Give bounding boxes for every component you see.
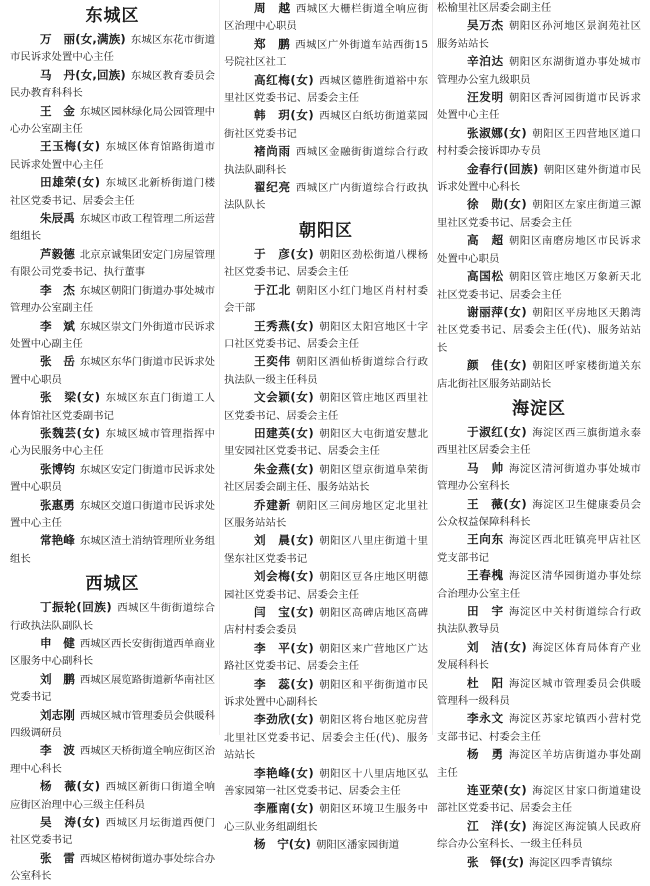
awardee-entry [10, 742, 215, 778]
awardee-entry [224, 353, 428, 389]
awardee-name: 张 梁(女) [40, 390, 101, 405]
awardee-entry [10, 635, 215, 671]
awardee-entry [437, 0, 641, 17]
awardee-position: 西城区椿树街道办事处综合办公室科长 [10, 852, 215, 883]
awardee-entry [437, 496, 641, 532]
awardee-position: 海淀区清华园街道办事处综合治理办公室主任 [437, 570, 641, 600]
awardee-position: 朝阳区香河园街道市民诉求处置中心主任 [437, 92, 641, 122]
awardee-entry [10, 599, 215, 635]
awardee-position: 海淀区海淀镇人民政府综合办公室科长、一级主任科员 [437, 820, 641, 851]
awardee-position: 海淀区西北旺镇亮甲店社区党支部书记 [437, 534, 641, 564]
awardee-name: 万 丽(女,满族) [40, 32, 126, 46]
awardee-entry [437, 89, 641, 125]
awardee-position: 西城区广外街道车站西街15号院社区社工 [224, 38, 428, 69]
awardee-entry [224, 800, 428, 836]
awardee-entry [10, 31, 215, 67]
awardee-position: 西城区西长安街街道西单商业区服务中心副科长 [10, 638, 215, 668]
awardee-position: 西城区广内街道综合行政执法队队长 [224, 182, 428, 212]
awardee-entry [10, 532, 215, 568]
awardee-position: 海淀区西三旗街道永泰西里社区居委会主任 [437, 426, 641, 457]
awardee-position: 西城区展览路街道新华南社区党委书记 [10, 673, 215, 704]
awardee-name: 王春槐 [467, 568, 504, 583]
awardee-name: 刘志刚 [40, 707, 75, 722]
awardee-position: 海淀区中关村街道综合行政执法队教导员 [437, 606, 641, 636]
awardee-position: 朝阳区呼家楼街道关东店北街社区服务站副站长 [437, 360, 641, 390]
awardee-position: 朝阳区十八里店地区弘善家园第一社区党委书记、居委会主任 [224, 767, 428, 798]
awardee-entry [437, 357, 641, 393]
awardee-entry [10, 671, 215, 707]
chaoyang-heading: 朝阳区 [299, 220, 353, 241]
awardee-name: 马 帅 [467, 460, 504, 475]
awardee-position: 朝阳区三间房地区定北里社区服务站站长 [224, 499, 428, 529]
awardee-name: 于江北 [254, 282, 291, 297]
awardee-position: 朝阳区豆各庄地区明德园社区党委书记、居委会主任 [224, 571, 428, 601]
awardee-entry [10, 103, 215, 139]
awardee-entry [224, 765, 428, 801]
awardee-position: 海淀区甘家口街道建设部社区党委书记、居委会主任 [437, 785, 641, 815]
awardee-name: 汪发明 [467, 90, 504, 105]
awardee-position: 西城区城市管理委员会供暖科四级调研员 [10, 709, 215, 740]
haidian-heading: 海淀区 [512, 398, 566, 419]
awardee-entry [224, 640, 428, 676]
awardee-name: 常艳峰 [40, 533, 75, 548]
awardee-entry [437, 746, 641, 782]
awardee-name: 高 超 [467, 233, 504, 248]
awardee-position: 西城区天桥街道全响应街区治理中心科长 [10, 745, 215, 775]
awardee-entry [224, 143, 428, 179]
awardee-position: 朝阳区和平街街道市民诉求处置中心副科长 [224, 678, 428, 709]
awardee-position: 朝阳区南磨房地区市民诉求处置中心职员 [437, 235, 641, 265]
awardee-entry [224, 532, 428, 568]
awardee-entry [10, 389, 215, 425]
awardee-entry [224, 179, 428, 215]
awardee-name: 王向东 [467, 532, 504, 547]
awardee-entry [10, 778, 215, 814]
awardee-position: 朝阳区环境卫生服务中心三队业务组副组长 [224, 803, 428, 833]
awardee-name: 吴 涛(女) [40, 815, 101, 830]
awardee-entry [224, 461, 428, 497]
awardee-name: 丁振轮(回族) [40, 600, 112, 615]
awardee-position: 东城区东直门街道工人体育馆社区党委副书记 [10, 392, 215, 422]
awardee-position: 海淀区城市管理委员会供暖管理科一级科员 [437, 677, 641, 708]
awardee-name: 刘 鹏 [40, 671, 75, 686]
awardee-position: 东城区朝阳门街道办事处城市管理办公室副主任 [10, 284, 215, 315]
awardee-name: 徐 勋(女) [467, 197, 527, 212]
awardee-position: 东城区交道口街道市民诉求处置中心主任 [10, 499, 215, 529]
awardee-name: 翟纪亮 [254, 180, 291, 195]
awardee-position: 东城区市政工程管理二所运营组组长 [10, 213, 215, 243]
awardee-name: 韩 玥(女) [254, 108, 314, 123]
awardee-entry [10, 707, 215, 743]
awardee-entry [437, 125, 641, 161]
awardee-entry [224, 318, 428, 354]
awardee-entry [10, 461, 215, 497]
awardee-name: 朱辰禹 [40, 211, 75, 226]
awardee-position: 西城区金融街街道综合行政执法队副科长 [224, 146, 428, 176]
awardee-entry [437, 232, 641, 268]
awardee-name: 李 斌 [40, 318, 75, 333]
awardee-position: 东城区体育馆路街道市民诉求处置中心主任 [10, 141, 215, 171]
awardee-position: 朝阳区管庄地区万象新天北社区党委书记、居委会主任 [437, 271, 641, 301]
awardee-name: 李劲欣(女) [254, 712, 314, 727]
awardee-entry [10, 246, 215, 282]
awardee-position: 朝阳区孙河地区景润苑社区服务站站长 [437, 20, 641, 50]
awardee-position: 东城区园林绿化局公园管理中心办公室副主任 [10, 105, 215, 136]
awardee-name: 闫 宝(女) [254, 605, 314, 619]
awardee-position: 北京京诚集团安定门房屋管理有限公司党委书记、执行董事 [10, 248, 215, 279]
awardee-entry [10, 67, 215, 103]
awardee-name: 张魏芸(女) [40, 425, 101, 440]
awardee-entry [437, 531, 641, 567]
awardee-position: 朝阳区劲松街道八棵杨社区党委书记、居委会主任 [224, 248, 428, 279]
awardee-entry [437, 196, 641, 232]
awardee-position: 东城区教育委员会民办教育科科长 [10, 69, 215, 100]
awardee-position: 海淀区苏家坨镇西小营村党支部书记、村委会主任 [437, 713, 641, 743]
awardee-entry [10, 174, 215, 210]
awardee-position: 朝阳区望京街道阜荣街社区居委会副主任、服务站站长 [224, 463, 428, 494]
awardee-entry [437, 567, 641, 603]
awardee-name: 高国松 [467, 269, 504, 284]
awardee-position: 海淀区羊坊店街道办事处副主任 [437, 749, 641, 779]
awardee-entry [224, 676, 428, 712]
awardee-name: 高红梅(女) [254, 72, 314, 87]
awardee-entry [10, 497, 215, 533]
awardee-entry [437, 17, 641, 53]
awardee-name: 申 健 [40, 636, 75, 650]
awardee-name: 于 彦(女) [254, 246, 314, 261]
awardee-position: 朝阳区来广营地区广达路社区党委书记、居委会主任 [224, 642, 428, 673]
xicheng-heading: 西城区 [85, 574, 140, 595]
awardee-position: 东城区渣土消纳管理所业务组组长 [10, 535, 215, 565]
awardee-entry [224, 72, 428, 108]
awardee-position: 西城区大栅栏街道全响应街区治理中心职员 [224, 3, 428, 33]
awardee-name: 连亚荣(女) [467, 783, 527, 798]
awardee-position: 西城区新街口街道全响应街区治理中心三级主任科员 [10, 781, 215, 811]
awardee-position: 海淀区体育局体育产业发展科科长 [437, 641, 641, 672]
awardee-name: 王玉梅(女) [40, 139, 101, 154]
awardee-entry [10, 210, 215, 246]
awardee-entry [437, 304, 641, 357]
awardee-name: 王 薇(女) [467, 496, 527, 511]
awardee-name: 李 杰 [40, 282, 75, 297]
awardee-entry [224, 36, 428, 72]
awardee-name: 褚尚雨 [254, 144, 291, 159]
awardee-entry [437, 268, 641, 304]
awardee-entry [224, 246, 428, 282]
awardee-entry [224, 425, 428, 461]
awardee-position: 海淀区四季青镇综 [528, 856, 613, 869]
awardee-entry [224, 604, 428, 640]
awardee-name: 金春行(回族) [467, 161, 539, 176]
awardee-position: 西城区牛街街道综合行政执法队副队长 [10, 602, 215, 632]
awardee-entry [437, 782, 641, 818]
awardee-position: 朝阳区王四营地区道口村村委会接诉即办专员 [437, 127, 641, 158]
awardee-entry [437, 603, 641, 639]
awardee-name: 田 宇 [467, 604, 504, 618]
dongcheng-heading: 东城区 [85, 6, 140, 26]
awardee-entry [224, 836, 428, 854]
awardee-name: 王奕伟 [254, 354, 291, 369]
awardee-name: 马 丹(女,回族) [40, 67, 126, 82]
awardee-name: 田建英(女) [254, 425, 314, 440]
awardee-position: 朝阳区小红门地区肖村村委会干部 [224, 284, 428, 315]
awardee-position: 松榆里社区居委会副主任 [437, 2, 552, 14]
awardee-name: 王秀燕(女) [254, 318, 314, 333]
awardee-name: 李雁南(女) [254, 801, 314, 816]
awardee-name: 张 雷 [40, 850, 75, 865]
column-2 [219, 0, 432, 852]
awardee-name: 张淑娜(女) [467, 125, 527, 140]
awardee-name: 李 平(女) [254, 640, 314, 655]
awardee-position: 朝阳区平房地区天鹅湾社区党委书记、居委会主任(代)、服务站站长 [437, 306, 641, 354]
awardee-position: 海淀区清河街道办事处城市管理办公室科长 [437, 462, 641, 493]
awardee-name: 李艳峰(女) [254, 765, 314, 780]
awardee-name: 杜 阳 [467, 675, 504, 690]
awardee-name: 谢丽萍(女) [467, 304, 527, 319]
awardee-position: 朝阳区将台地区驼房营北里社区党委书记、居委会主任(代)、服务站站长 [224, 714, 428, 762]
awardee-entry [224, 282, 428, 318]
awardee-entry [437, 675, 641, 711]
awardee-position: 朝阳区太阳宫地区十字口社区党委书记、居委会主任 [224, 320, 428, 350]
awardee-name: 朱金燕(女) [254, 461, 314, 476]
awardee-name: 田雄荣(女) [40, 175, 101, 190]
awardee-name: 周 越 [254, 1, 291, 15]
column-3 [432, 0, 645, 869]
awardee-name: 郑 鹏 [254, 36, 291, 51]
awardee-position: 东城区安定门街道市民诉求处置中心职员 [10, 463, 215, 494]
awardee-entry [224, 497, 428, 533]
awardee-name: 李 波 [40, 743, 75, 758]
awardee-position: 东城区城市管理指挥中心为民服务中心主任 [10, 427, 215, 458]
awardee-entry [224, 711, 428, 764]
awardee-name: 杨 勇 [467, 747, 504, 762]
awardee-name: 杨 薇(女) [40, 779, 101, 794]
awardee-name: 张惠勇 [40, 497, 75, 512]
awardee-name: 颜 佳(女) [467, 358, 527, 373]
awardee-position: 朝阳区左家庄街道三源里社区党委书记、居委会主任 [437, 199, 641, 229]
awardee-name: 刘 晨(女) [254, 533, 314, 548]
awardee-entry [437, 710, 641, 746]
awardee-entry [224, 107, 428, 143]
awardee-entry [437, 854, 641, 872]
awardee-entry [437, 161, 641, 197]
awardee-position: 西城区月坛街道西便门社区党委书记 [10, 817, 215, 847]
awardee-entry [10, 425, 215, 461]
awardee-entry [10, 814, 215, 850]
awardee-name: 杨 宁(女) [254, 837, 311, 852]
awardee-name: 刘会梅(女) [254, 569, 314, 584]
awardee-position: 东城区崇文门外街道市民诉求处置中心副主任 [10, 320, 215, 350]
awardee-position: 西城区德胜街道裕中东里社区党委书记、居委会主任 [224, 74, 428, 105]
awardee-position: 朝阳区酒仙桥街道综合行政执法队一级主任科员 [224, 356, 428, 386]
awardee-name: 芦毅德 [40, 246, 75, 261]
awardee-name: 张 岳 [40, 354, 75, 369]
awardee-name: 辛泊达 [467, 54, 504, 69]
awardee-name: 江 洋(女) [467, 818, 527, 833]
awardee-entry [437, 424, 641, 460]
awardee-entry [224, 389, 428, 425]
awardee-name: 张博钧 [40, 461, 75, 476]
awardee-entry [437, 818, 641, 854]
awardee-entry [437, 53, 641, 89]
awardee-name: 乔建新 [254, 497, 291, 512]
awardee-position: 西城区白纸坊街道菜园街社区党委书记 [224, 110, 428, 140]
awardee-entry [10, 138, 215, 174]
awardee-position: 东城区北新桥街道门楼社区党委书记、居委会主任 [10, 177, 215, 207]
awardee-position: 海淀区卫生健康委员会公众权益保障科科长 [437, 498, 641, 528]
awardee-name: 吴万杰 [467, 18, 504, 33]
awardee-position: 朝阳区高碑店地区高碑店村村委会委员 [224, 607, 428, 637]
awardee-position: 朝阳区管庄地区西里社区党委书记、居委会主任 [224, 392, 428, 422]
awardee-name: 李 蕊(女) [254, 676, 314, 691]
awardee-entry [437, 639, 641, 675]
awardee-position: 朝阳区大屯街道安慧北里安园社区党委书记、居委会主任 [224, 427, 428, 458]
column-1 [6, 0, 219, 883]
awardee-position: 东城区东华门街道市民诉求处置中心职员 [10, 356, 215, 386]
awardee-name: 于淑红(女) [467, 424, 527, 439]
awardee-entry [10, 850, 215, 886]
awardee-entry [224, 0, 428, 36]
awardee-position: 朝阳区潘家园街道 [315, 839, 400, 852]
awardee-position: 东城区东花市街道市民诉求处置中心主任 [10, 34, 215, 64]
awardee-name: 文会颖(女) [254, 390, 314, 405]
awardee-name: 刘 洁(女) [467, 639, 527, 654]
awardee-position: 朝阳区东湖街道办事处城市管理办公室九级职员 [437, 56, 641, 86]
awardee-name: 张 铎(女) [467, 854, 524, 869]
awardee-name: 李永文 [467, 711, 504, 726]
awardee-entry [10, 318, 215, 354]
awardee-entry [10, 282, 215, 318]
awardee-entry [224, 568, 428, 604]
awardee-name: 王 金 [40, 103, 75, 118]
awardee-entry [437, 460, 641, 496]
awardee-position: 朝阳区建外街道市民诉求处置中心科长 [437, 163, 642, 194]
awardee-entry [10, 353, 215, 389]
awardee-position: 朝阳区八里庄街道十里堡东社区党委书记 [224, 535, 428, 565]
